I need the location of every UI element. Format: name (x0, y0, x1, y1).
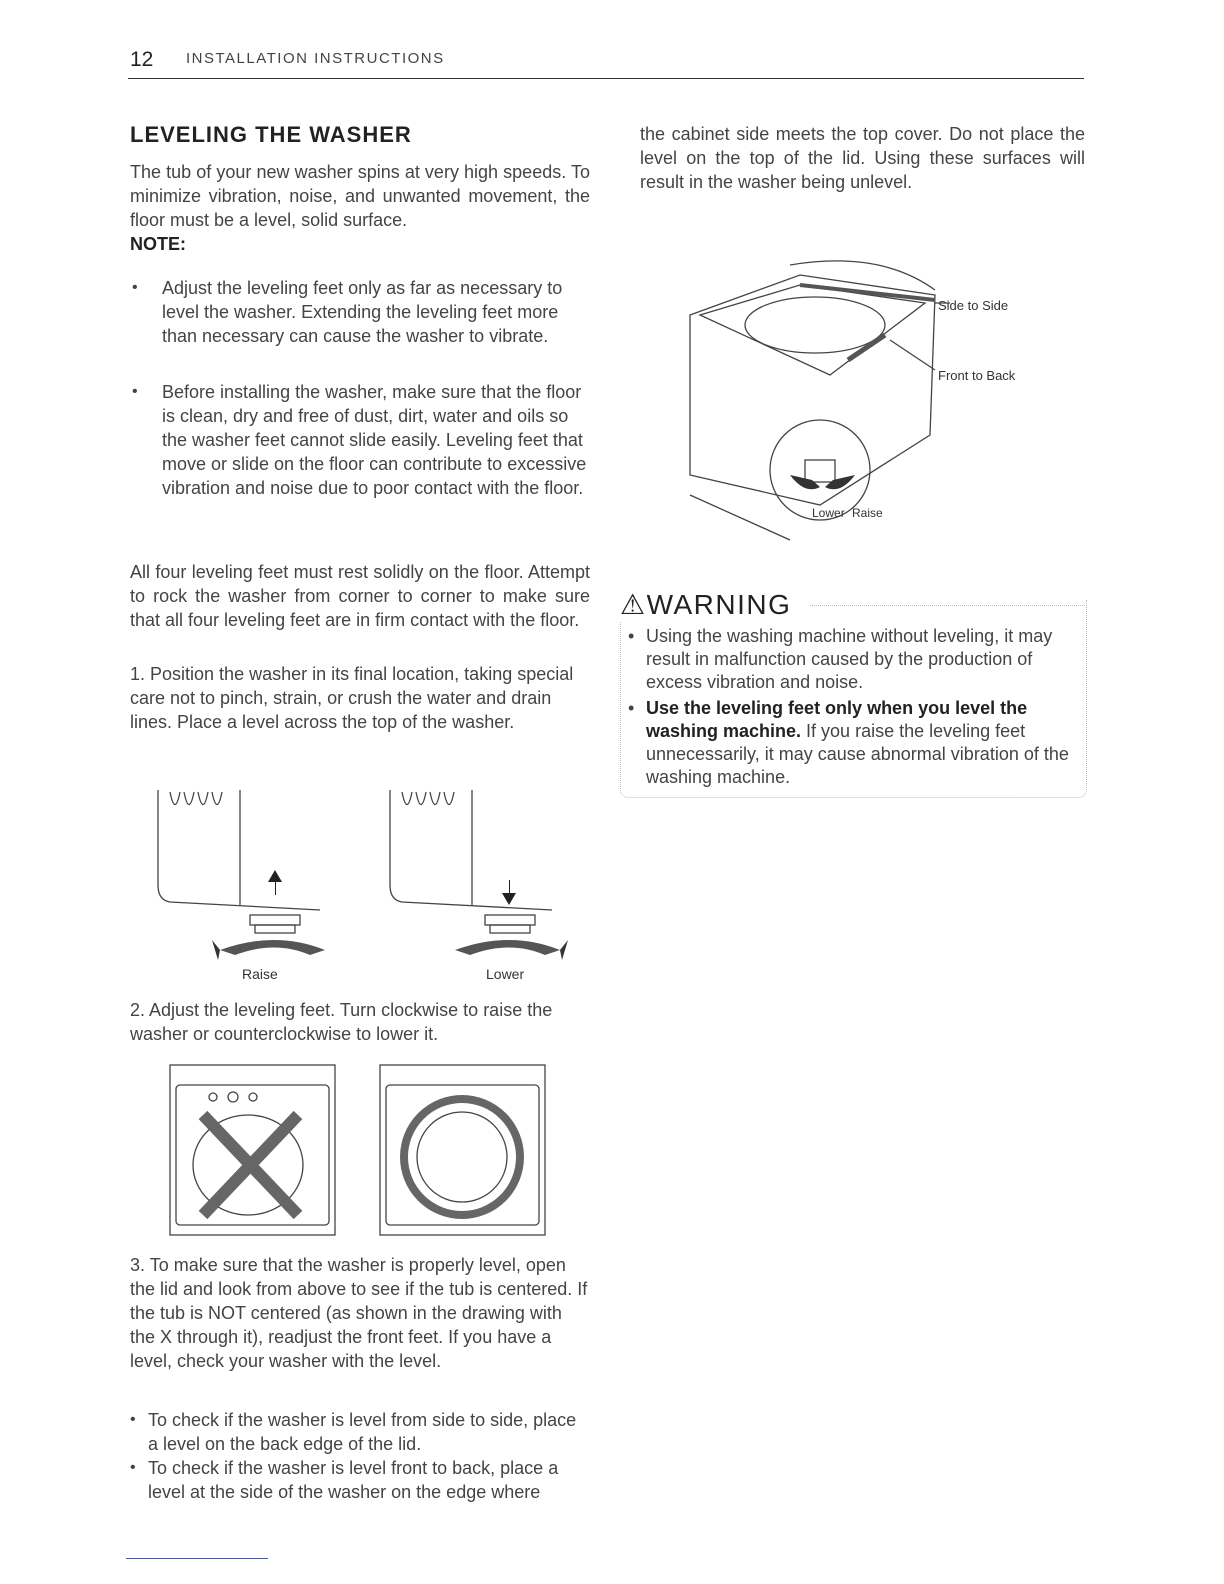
page-title: LEVELING THE WASHER (130, 122, 412, 147)
leveling-feet-figure (150, 790, 570, 990)
note-item: • Before installing the washer, make sure that the floor is clean, dry and free of dust, dirt, water and oils so the washer feet cannot slide easily. Leveling feet that move or slide on the floor can contribute to excessive vibration and noise due to poor contact with the floor. (132, 382, 587, 498)
warning-top-rule (810, 605, 1085, 606)
lower-caption-right: Lower (812, 506, 845, 520)
note-label: NOTE: (130, 234, 186, 254)
page-header (128, 44, 1084, 79)
section-title: INSTALLATION INSTRUCTIONS (186, 50, 445, 67)
bullet-icon: • (132, 383, 138, 400)
level-position-figure (680, 255, 950, 545)
bullet-icon: • (132, 279, 138, 296)
check-item: • To check if the washer is level from side to side, place a level on the back edge of the lid. (130, 1410, 577, 1454)
step-3: 3. To make sure that the washer is properly level, open the lid and look from above to see if the tub is centered. If the tub is NOT centered (as shown in the drawing with the X through it), readjust the front feet. If you have a level, check your washer with the level. (130, 1255, 588, 1371)
footer-rule (126, 1558, 268, 1559)
warning-title: ⚠WARNING (620, 588, 797, 621)
bullet-icon: • (628, 698, 635, 718)
check-item: • To check if the washer is level front to back, place a level at the side of the washer on the edge where (130, 1458, 559, 1502)
continued-paragraph: the cabinet side meets the top cover. Do not place the level on the top of the lid. Using these surfaces will result in the washer being unlevel. (640, 124, 1085, 192)
raise-caption: Raise (242, 966, 278, 982)
front-to-back-caption: Front to Back (938, 368, 1016, 383)
tub-center-figure (168, 1055, 548, 1240)
warning-item: • Using the washing machine without leveling, it may result in malfunction caused by the production of excess vibration and noise. (628, 626, 1053, 692)
step-2: 2. Adjust the leveling feet. Turn clockwise to raise the washer or counterclockwise to lower it. (130, 1000, 553, 1044)
step-1: 1. Position the washer in its final location, taking special care not to pinch, strain, or crush the water and drain lines. Place a level across the top of the washer. (130, 664, 574, 732)
warning-triangle-icon: ⚠ (620, 589, 647, 620)
page-number: 12 (130, 48, 154, 71)
warning-item: • Use the leveling feet only when you level the washing machine. If you raise the leveling feet unnecessarily, it may cause abnormal vibration of the washing machine. (628, 698, 1069, 787)
bullet-icon: • (130, 1459, 136, 1476)
lower-caption: Lower (486, 966, 525, 982)
side-to-side-caption: Side to Side (938, 298, 1009, 313)
intro-paragraph: The tub of your new washer spins at very high speeds. To minimize vibration, noise, and unwanted movement, the floor must be a level, solid surface. (130, 162, 590, 230)
feet-paragraph: All four leveling feet must rest solidly on the floor. Attempt to rock the washer from corner to corner to make sure that all four leveling feet are in firm contact with the floor. (130, 562, 590, 630)
raise-caption-right: Raise (852, 506, 883, 520)
bullet-icon: • (628, 626, 635, 646)
bullet-icon: • (130, 1411, 136, 1428)
note-item: • Adjust the leveling feet only as far as necessary to level the washer. Extending the leveling feet more than necessary can cause the washer to vibrate. (132, 278, 563, 346)
